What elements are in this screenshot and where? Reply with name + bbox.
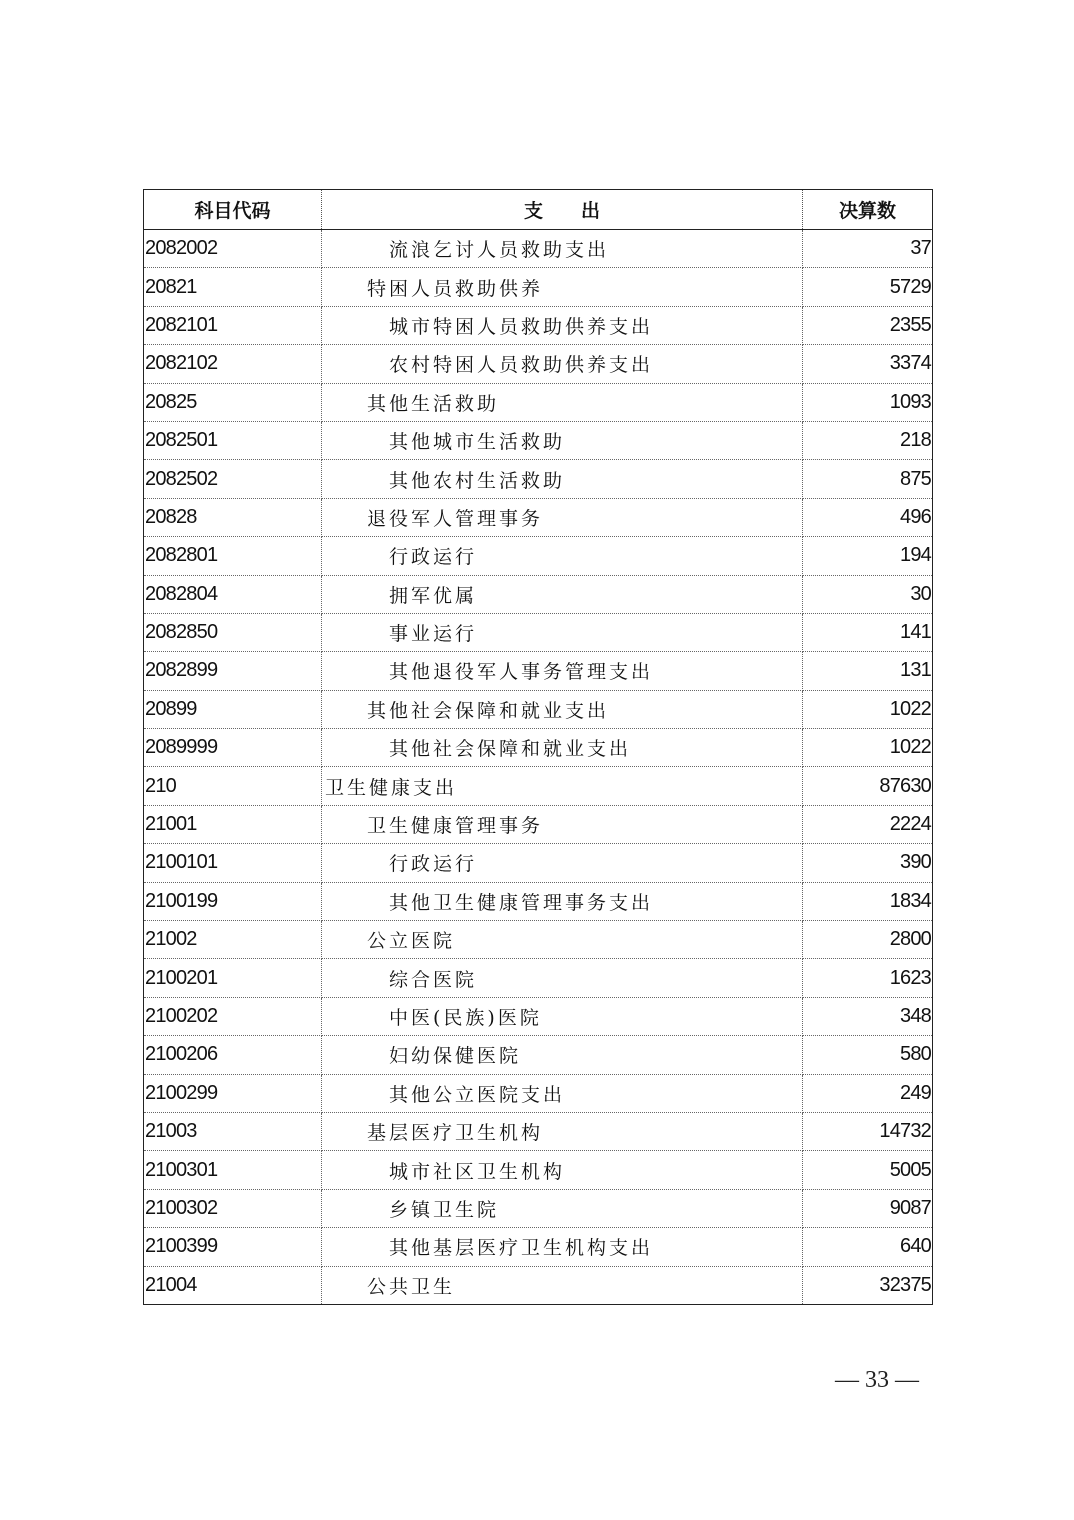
final-amount-cell: 390 bbox=[803, 844, 933, 882]
final-amount-cell: 1022 bbox=[803, 690, 933, 728]
subject-code-cell: 2082801 bbox=[144, 537, 322, 575]
budget-expenditure-table bbox=[143, 189, 933, 1305]
final-amount-cell: 1623 bbox=[803, 959, 933, 997]
subject-code-cell: 2100199 bbox=[144, 882, 322, 920]
table-row bbox=[144, 306, 933, 344]
expenditure-name-cell: 城市特困人员救助供养支出 bbox=[322, 306, 803, 344]
expenditure-name-cell: 事业运行 bbox=[322, 613, 803, 651]
expenditure-name-cell: 流浪乞讨人员救助支出 bbox=[322, 230, 803, 268]
expenditure-name-cell: 其他城市生活救助 bbox=[322, 421, 803, 459]
table-row bbox=[144, 537, 933, 575]
table-row bbox=[144, 690, 933, 728]
expenditure-name-cell: 卫生健康管理事务 bbox=[322, 805, 803, 843]
final-amount-cell: 640 bbox=[803, 1228, 933, 1266]
expenditure-name-cell: 乡镇卫生院 bbox=[322, 1189, 803, 1227]
subject-code-cell: 2082101 bbox=[144, 306, 322, 344]
table-row bbox=[144, 959, 933, 997]
final-amount-cell: 348 bbox=[803, 997, 933, 1035]
table-row bbox=[144, 767, 933, 805]
subject-code-cell: 20821 bbox=[144, 268, 322, 306]
subject-code-cell: 2100302 bbox=[144, 1189, 322, 1227]
expenditure-name-cell: 中医(民族)医院 bbox=[322, 997, 803, 1035]
subject-code-cell: 2082501 bbox=[144, 421, 322, 459]
final-amount-cell: 1022 bbox=[803, 729, 933, 767]
expenditure-name-cell: 特困人员救助供养 bbox=[322, 268, 803, 306]
subject-code-cell: 21003 bbox=[144, 1112, 322, 1150]
expenditure-name-cell: 其他基层医疗卫生机构支出 bbox=[322, 1228, 803, 1266]
table-row bbox=[144, 460, 933, 498]
expenditure-name-cell: 其他公立医院支出 bbox=[322, 1074, 803, 1112]
table-row bbox=[144, 1036, 933, 1074]
table-row bbox=[144, 1151, 933, 1189]
expenditure-name-cell: 妇幼保健医院 bbox=[322, 1036, 803, 1074]
table-row bbox=[144, 1189, 933, 1227]
table-row bbox=[144, 997, 933, 1035]
final-amount-cell: 2355 bbox=[803, 306, 933, 344]
subject-code-cell: 2082102 bbox=[144, 345, 322, 383]
subject-code-cell: 2100201 bbox=[144, 959, 322, 997]
subject-code-cell: 2089999 bbox=[144, 729, 322, 767]
subject-code-cell: 2082899 bbox=[144, 652, 322, 690]
subject-code-cell: 2100202 bbox=[144, 997, 322, 1035]
subject-code-cell: 2082002 bbox=[144, 230, 322, 268]
final-amount-cell: 37 bbox=[803, 230, 933, 268]
header-subject-code: 科目代码 bbox=[144, 190, 322, 230]
subject-code-cell: 2082804 bbox=[144, 575, 322, 613]
table-row bbox=[144, 652, 933, 690]
expenditure-name-cell: 基层医疗卫生机构 bbox=[322, 1112, 803, 1150]
table-row bbox=[144, 268, 933, 306]
expenditure-name-cell: 农村特困人员救助供养支出 bbox=[322, 345, 803, 383]
table-header-row bbox=[144, 190, 933, 230]
table-row bbox=[144, 1266, 933, 1304]
subject-code-cell: 2100101 bbox=[144, 844, 322, 882]
final-amount-cell: 580 bbox=[803, 1036, 933, 1074]
table-row bbox=[144, 805, 933, 843]
expenditure-name-cell: 卫生健康支出 bbox=[322, 767, 803, 805]
subject-code-cell: 2100399 bbox=[144, 1228, 322, 1266]
header-final-amount: 决算数 bbox=[803, 190, 933, 230]
final-amount-cell: 141 bbox=[803, 613, 933, 651]
subject-code-cell: 20828 bbox=[144, 498, 322, 536]
table-row bbox=[144, 729, 933, 767]
final-amount-cell: 87630 bbox=[803, 767, 933, 805]
final-amount-cell: 131 bbox=[803, 652, 933, 690]
expenditure-name-cell: 行政运行 bbox=[322, 537, 803, 575]
subject-code-cell: 21002 bbox=[144, 921, 322, 959]
expenditure-name-cell: 其他农村生活救助 bbox=[322, 460, 803, 498]
expenditure-name-cell: 退役军人管理事务 bbox=[322, 498, 803, 536]
final-amount-cell: 14732 bbox=[803, 1112, 933, 1150]
final-amount-cell: 5729 bbox=[803, 268, 933, 306]
final-amount-cell: 30 bbox=[803, 575, 933, 613]
final-amount-cell: 5005 bbox=[803, 1151, 933, 1189]
expenditure-name-cell: 行政运行 bbox=[322, 844, 803, 882]
subject-code-cell: 20825 bbox=[144, 383, 322, 421]
subject-code-cell: 21001 bbox=[144, 805, 322, 843]
final-amount-cell: 2800 bbox=[803, 921, 933, 959]
expenditure-name-cell: 其他卫生健康管理事务支出 bbox=[322, 882, 803, 920]
budget-table-container bbox=[143, 189, 932, 1305]
final-amount-cell: 218 bbox=[803, 421, 933, 459]
table-row bbox=[144, 882, 933, 920]
expenditure-name-cell: 公立医院 bbox=[322, 921, 803, 959]
expenditure-name-cell: 拥军优属 bbox=[322, 575, 803, 613]
final-amount-cell: 2224 bbox=[803, 805, 933, 843]
subject-code-cell: 2082850 bbox=[144, 613, 322, 651]
table-row bbox=[144, 575, 933, 613]
final-amount-cell: 1093 bbox=[803, 383, 933, 421]
final-amount-cell: 32375 bbox=[879, 1273, 931, 1296]
expenditure-name-cell: 其他社会保障和就业支出 bbox=[322, 690, 803, 728]
expenditure-name-cell: 城市社区卫生机构 bbox=[322, 1151, 803, 1189]
page-number: — 33 — bbox=[835, 1367, 919, 1393]
table-row bbox=[144, 1112, 933, 1150]
table-row bbox=[144, 1074, 933, 1112]
table-row bbox=[144, 921, 933, 959]
subject-code-cell: 2082502 bbox=[144, 460, 322, 498]
subject-code-cell: 21004 bbox=[144, 1266, 322, 1304]
table-row bbox=[144, 498, 933, 536]
subject-code-cell: 2100206 bbox=[144, 1036, 322, 1074]
final-amount-cell: 3374 bbox=[803, 345, 933, 383]
final-amount-cell: 496 bbox=[803, 498, 933, 536]
expenditure-name-cell: 综合医院 bbox=[322, 959, 803, 997]
final-amount-cell: 875 bbox=[803, 460, 933, 498]
subject-code-cell: 210 bbox=[144, 767, 322, 805]
expenditure-name-cell: 其他退役军人事务管理支出 bbox=[322, 652, 803, 690]
header-expenditure: 支 出 bbox=[322, 190, 803, 230]
table-row bbox=[144, 421, 933, 459]
expenditure-name-cell: 其他生活救助 bbox=[322, 383, 803, 421]
table-row bbox=[144, 844, 933, 882]
final-amount-cell: 194 bbox=[803, 537, 933, 575]
final-amount-cell: 249 bbox=[803, 1074, 933, 1112]
table-row bbox=[144, 613, 933, 651]
final-amount-cell: 1834 bbox=[803, 882, 933, 920]
subject-code-cell: 2100299 bbox=[144, 1074, 322, 1112]
table-row bbox=[144, 345, 933, 383]
subject-code-cell: 2100301 bbox=[144, 1151, 322, 1189]
table-row bbox=[144, 383, 933, 421]
table-body bbox=[144, 230, 933, 1305]
expenditure-name-cell: 公共卫生 bbox=[322, 1266, 803, 1304]
subject-code-cell: 20899 bbox=[144, 690, 322, 728]
expenditure-name-cell: 其他社会保障和就业支出 bbox=[322, 729, 803, 767]
final-amount-cell: 9087 bbox=[803, 1189, 933, 1227]
table-row bbox=[144, 1228, 933, 1266]
table-row bbox=[144, 230, 933, 268]
